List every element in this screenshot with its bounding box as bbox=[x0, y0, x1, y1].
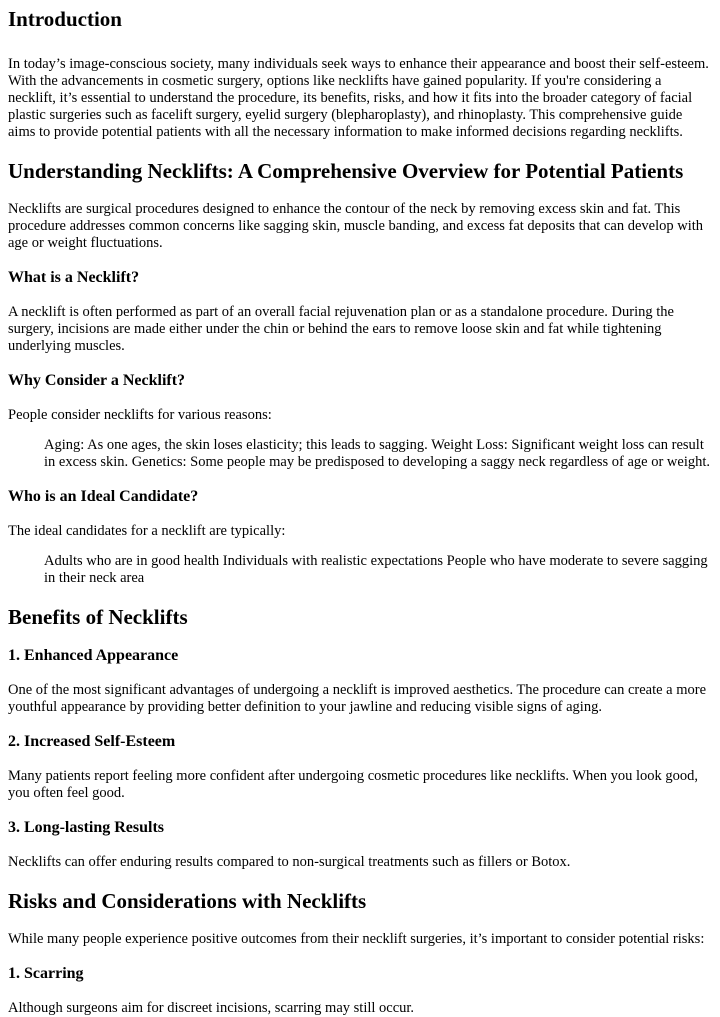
blockquote-candidates: Adults who are in good health Individuals with realistic expectations People who have moderate to severe sagging in their neck area bbox=[44, 553, 708, 586]
heading-risks: Risks and Considerations with Necklifts bbox=[8, 889, 367, 913]
heading-why-consider: Why Consider a Necklift? bbox=[8, 372, 186, 389]
paragraph-what-is-necklift: A necklift is often performed as part of an overall facial rejuvenation plan or as a standalone procedure. During the surgery, incisions are made either under the chin or behind the ears to remove loose skin and fat while tightening underlying muscles. bbox=[8, 304, 674, 354]
heading-ideal-candidate: Who is an Ideal Candidate? bbox=[8, 488, 199, 505]
paragraph-why-consider: People consider necklifts for various reasons: bbox=[8, 407, 272, 423]
heading-introduction: Introduction bbox=[8, 7, 122, 31]
paragraph-benefit-3: Necklifts can offer enduring results compared to non-surgical treatments such as fillers or Botox. bbox=[8, 854, 571, 870]
paragraph-risks: While many people experience positive outcomes from their necklift surgeries, it’s important to consider potential risks: bbox=[8, 931, 705, 947]
paragraph-risk-1: Although surgeons aim for discreet incisions, scarring may still occur. bbox=[8, 1000, 415, 1016]
heading-understanding-necklifts: Understanding Necklifts: A Comprehensive Overview for Potential Patients bbox=[8, 159, 684, 183]
paragraph-understanding-necklifts: Necklifts are surgical procedures designed to enhance the contour of the neck by removing excess skin and fat. This procedure addresses common concerns like sagging skin, muscle banding, and excess fat deposits that can develop with age or weight fluctuations. bbox=[8, 201, 704, 251]
heading-benefit-3: 3. Long-lasting Results bbox=[8, 819, 165, 836]
heading-benefit-2: 2. Increased Self-Esteem bbox=[8, 733, 176, 750]
paragraph-introduction: In today’s image-conscious society, many individuals seek ways to enhance their appearance and boost their self-esteem. With the advancements in cosmetic surgery, options like necklifts have gained popularity. If you're considering a necklift, it’s essential to understand the procedure, its benefits, risks, and how it fits into the broader category of facial plastic surgeries such as facelift surgery, eyelid surgery (blepharoplasty), and rhinoplasty. This comprehensive guide aims to provide potential patients with all the necessary information to make informed decisions regarding necklifts. bbox=[8, 56, 709, 140]
paragraph-ideal-candidate: The ideal candidates for a necklift are typically: bbox=[8, 523, 286, 539]
heading-benefit-1: 1. Enhanced Appearance bbox=[8, 647, 179, 664]
blockquote-reasons: Aging: As one ages, the skin loses elasticity; this leads to sagging. Weight Loss: Significant weight loss can result in excess skin. Genetics: Some people may be predisposed to developing a saggy neck regardless of age or weight. bbox=[44, 437, 711, 470]
paragraph-benefit-1: One of the most significant advantages of undergoing a necklift is improved aesthetics. The procedure can create a more youthful appearance by providing better definition to your jawline and reducing visible signs of aging. bbox=[8, 682, 707, 715]
heading-what-is-necklift: What is a Necklift? bbox=[8, 269, 140, 286]
heading-benefits: Benefits of Necklifts bbox=[8, 605, 188, 629]
paragraph-benefit-2: Many patients report feeling more confident after undergoing cosmetic procedures like necklifts. When you look good, you often feel good. bbox=[8, 768, 699, 801]
heading-risk-1: 1. Scarring bbox=[8, 965, 84, 982]
